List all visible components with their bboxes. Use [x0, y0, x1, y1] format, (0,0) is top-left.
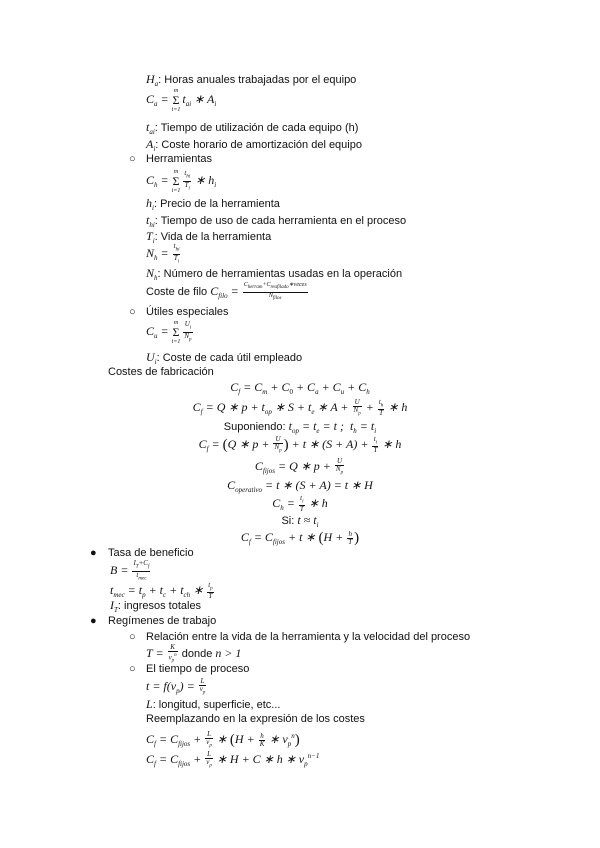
cf-expanded-formula: $C_f = Q$ ∗ $p + t_{op}$ ∗ $S + t_e$ ∗ A + $\frac{U}{N_p}$ + $\frac{t_h}{T}$ ∗ h: [192, 398, 408, 418]
t-vp-formula: T = $\frac{K}{v_p^n}$ donde n > 1: [146, 642, 242, 664]
cf-grouped-formula: $C_f = (Q$ ∗ p + $\frac{U}{N_p}$ ) + t ∗ (S + A) + $\frac{t_i}{T}$ ∗ h: [198, 435, 402, 455]
ch-formula: $C_h$ = m Σ i=1 $\frac{t_{hi}}{T_i}$ ∗ $h_i$: [146, 168, 217, 194]
bullet-icon: ●: [90, 547, 97, 559]
tasa-heading: Tasa de beneficio: [108, 547, 194, 559]
nh-definition: $N_h$: Número de herramientas usadas en la operación: [146, 266, 403, 282]
ui-definition: $U_i$: Coste de cada útil empleado: [146, 350, 303, 366]
t-fvp-formula: $t = f(v_p)$ = $\frac{L}{v_p}$: [146, 676, 206, 696]
hollow-bullet-icon: ○: [129, 153, 136, 165]
tiempo-proceso-item: El tiempo de proceso: [146, 663, 250, 675]
cf-final-formula: $C_f = C_{fijos} + t$ ∗ (H + $\frac{h}{T}$ ): [240, 529, 360, 546]
thi-definition: $t_{hi}$: Tiempo de uso de cada herramienta en el proceso: [146, 213, 407, 229]
cf-replaced-formula-1: $C_f = C_{fijos}$ + $\frac{L}{v_p}$ ∗ (H + $\frac{h}{K}$ ∗ $v_p^n$): [146, 729, 300, 749]
hollow-bullet-icon: ○: [129, 306, 136, 318]
suponiendo-line: Suponiendo: $t_{op} = t_e = t$ ; $t_h = t_i$: [223, 419, 377, 435]
coste-filo-formula: Coste de filo $C_{filo}$ = $\frac{C_{herram}+C_{reafilado}∗veces}{N_{filos}}$: [146, 282, 307, 301]
ti-definition: $T_i$: Vida de la herramienta: [146, 229, 272, 245]
cfijos-formula: $C_{fijos} = Q$ ∗ p + $\frac{U}{N_p}$: [254, 457, 344, 476]
coperativo-formula: $C_{operativo} = t$ ∗ (S + A) = t ∗ H: [227, 478, 373, 494]
ca-formula: $C_a$ = m Σ i=1 $t_{ai}$ ∗ $A_i$: [146, 88, 217, 113]
utiles-heading: Útiles especiales: [146, 306, 229, 318]
herramientas-heading: Herramientas: [146, 153, 213, 165]
costes-fabricacion-heading: Costes de fabricación: [108, 366, 214, 378]
ai-definition: $A_i$: Coste horario de amortización del equipo: [146, 137, 362, 153]
ch-simplified-formula: $C_h$ = $\frac{t_i}{T}$ ∗ h: [272, 494, 328, 514]
it-definition: $I_T$: ingresos totales: [110, 598, 202, 614]
l-definition: L: longitud, superficie, etc...: [146, 697, 281, 711]
nh-formula: $N_h$ = $\frac{t_{hi}}{T_i}$: [146, 242, 180, 264]
cf-replaced-formula-2: $C_f = C_{fijos}$ + $\frac{L}{v_p}$ ∗ H + C ∗ h ∗ $v_p^{n-1}$: [146, 749, 320, 769]
tai-definition: $t_{ai}$: Tiempo de utilización de cada equipo (h): [146, 120, 359, 136]
cu-formula: $C_u$ = m Σ i=1 $\frac{U_i}{N_p}$: [146, 319, 192, 345]
cf-sum-formula: $C_f = C_m + C_0 + C_a + C_u + C_h$: [230, 380, 370, 396]
hollow-bullet-icon: ○: [129, 631, 136, 643]
bullet-icon: ●: [90, 615, 97, 627]
hollow-bullet-icon: ○: [129, 663, 136, 675]
tmec-formula: $t_{mec} = t_p + t_c + t_{ch}$ ∗ $\frac{t_p}{T}$: [110, 580, 213, 601]
relacion-item: Relación entre la vida de la herramienta y la velocidad del proceso: [146, 631, 471, 643]
regimenes-heading: Regímenes de trabajo: [108, 615, 217, 627]
hi-definition: $h_i$: Precio de la herramienta: [146, 196, 280, 212]
ha-definition: $H_a$: Horas anuales trabajadas por el equipo: [146, 72, 357, 88]
reemplazando-line: Reemplazando en la expresión de los costes: [146, 713, 365, 725]
b-formula: B = $\frac{I_T+C_f}{t_{mec}}$: [110, 559, 150, 581]
si-line: Si: $t \approx t_i$: [281, 513, 319, 529]
